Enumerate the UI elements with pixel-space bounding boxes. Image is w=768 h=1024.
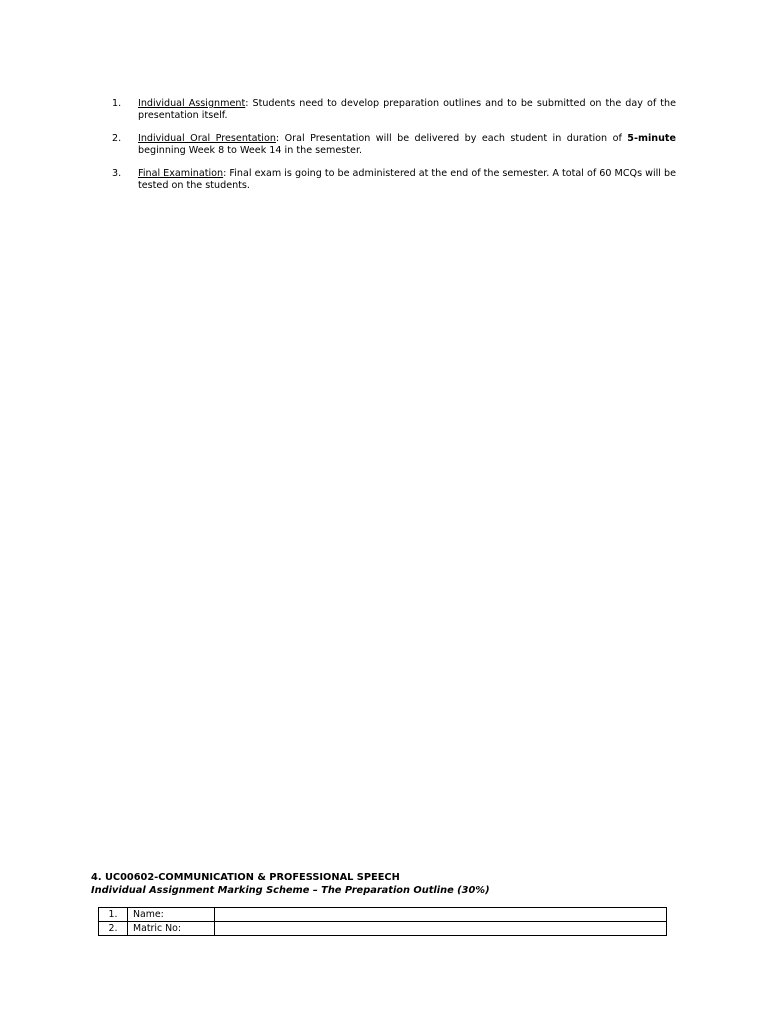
assessment-list (112, 98, 676, 203)
matric-no-field[interactable] (215, 922, 667, 936)
list-item (112, 98, 676, 122)
section-heading: 4. UC00602-COMMUNICATION & PROFESSIONAL SPEECH (91, 872, 400, 883)
item-text: Students need to develop preparation outlines and to be submitted on the day of the presentation itself. (138, 98, 676, 121)
row-number: 2. (99, 922, 128, 936)
list-item (112, 133, 676, 157)
list-number: 2. (112, 133, 122, 144)
row-number: 1. (99, 908, 128, 922)
item-title: Individual Assignment (138, 98, 246, 109)
list-number: 3. (112, 168, 122, 179)
item-separator: : (245, 98, 249, 109)
table-row (99, 922, 667, 936)
item-title: Individual Oral Presentation (138, 133, 276, 144)
item-text: Final exam is going to be administered at the end of the semester. A total of 60 MCQs will be tested on the students. (138, 168, 676, 191)
item-duration: 5-minute (627, 133, 676, 144)
list-item (112, 168, 676, 192)
student-info-table (98, 907, 667, 936)
name-field[interactable] (215, 908, 667, 922)
section-subheading: Individual Assignment Marking Scheme – The Preparation Outline (30%) (91, 885, 490, 896)
table-row (99, 908, 667, 922)
item-text-after: beginning Week 8 to Week 14 in the semester. (138, 145, 363, 156)
item-title: Final Examination (138, 168, 224, 179)
item-separator: : (275, 133, 280, 144)
list-number: 1. (112, 98, 122, 109)
item-separator: : (223, 168, 227, 179)
row-label: Name: (128, 908, 215, 922)
item-text: Oral Presentation will be delivered by each student in duration of (279, 133, 628, 144)
section-header (91, 871, 691, 897)
row-label: Matric No: (128, 922, 215, 936)
